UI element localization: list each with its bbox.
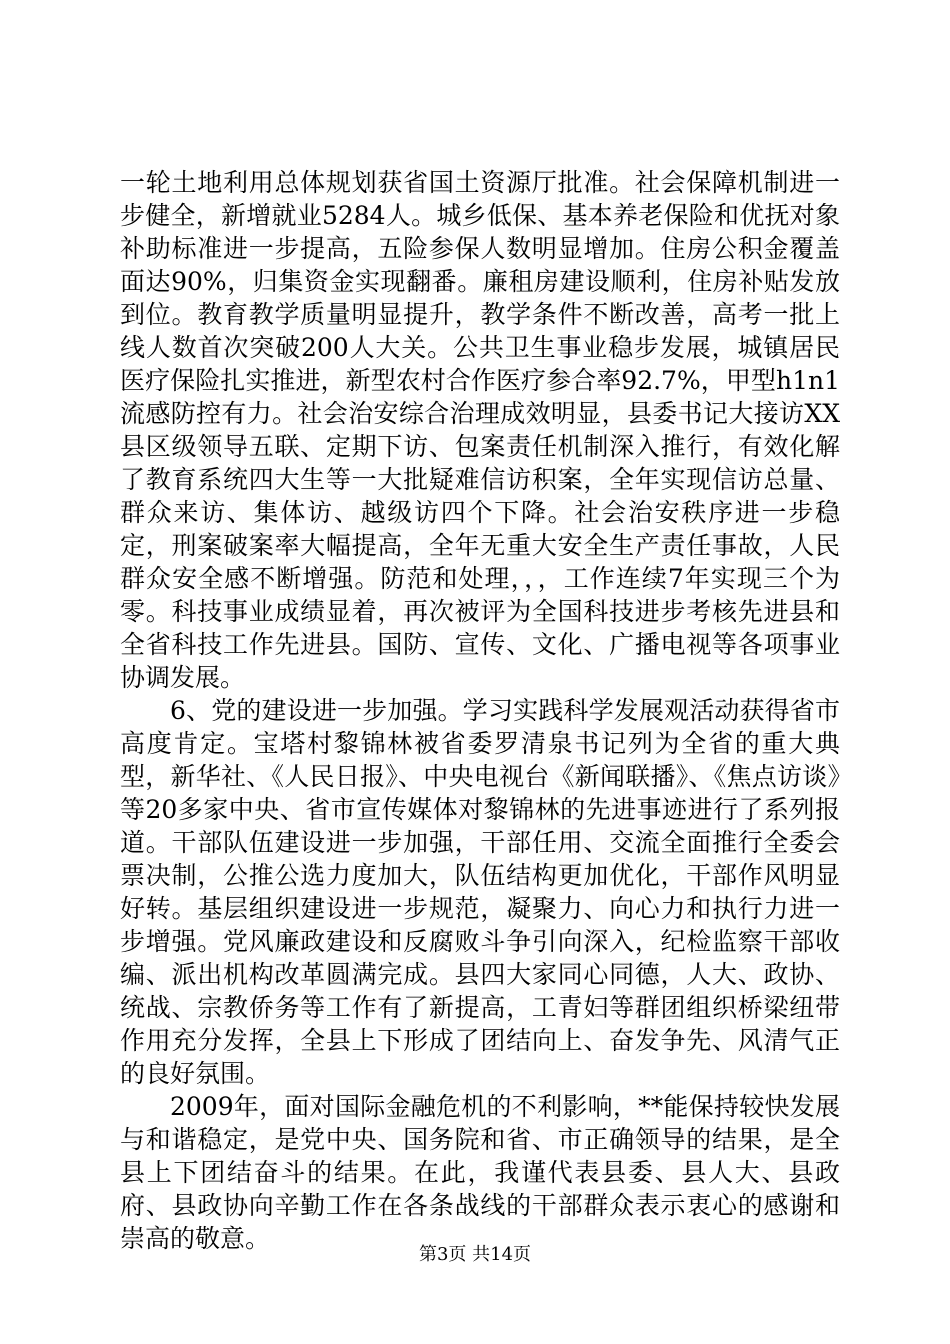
paragraph-3: 2009年，面对国际金融危机的不利影响，**能保持较快发展与和谐稳定，是党中央、国务院和省、市正确领导的结果，是全县上下团结奋斗的结果。在此，我谨代表县委、县人大、县政府、县政协向辛勤工作在各条战线的干部群众表示衷心的感谢和崇高的敬意。: [120, 1092, 840, 1253]
paragraph-1: 一轮土地利用总体规划获省国土资源厅批准。社会保障机制进一步健全，新增就业5284人。城乡低保、基本养老保险和优抚对象补助标准进一步提高，五险参保人数明显增加。住房公积金覆盖面达90%，归集资金实现翻番。廉租房建设顺利，住房补贴发放到位。教育教学质量明显提升，教学条件不断改善，高考一批上线人数首次突破200人大关。公共卫生事业稳步发展，城镇居民医疗保险扎实推进，新型农村合作医疗参合率92.7%，甲型h1n1流感防控有力。社会治安综合治理成效明显，县委书记大接访XX县区级领导五联、定期下访、包案责任机制深入推行，有效化解了教育系统四大生等一大批疑难信访积案，全年实现信访总量、群众来访、集体访、越级访四个下降。社会治安秩序进一步稳定，刑案破案率大幅提高，全年无重大安全生产责任事故，人民群众安全感不断增强。防范和处理，，，工作连续7年实现三个为零。科技事业成绩显着，再次被评为全国科技进步考核先进县和全省科技工作先进县。国防、宣传、文化、广播电视等各项事业协调发展。: [120, 168, 840, 692]
document-body: [120, 166, 840, 1255]
paragraph-2: 6、党的建设进一步加强。学习实践科学发展观活动获得省市高度肯定。宝塔村黎锦林被省委罗清泉书记列为全省的重大典型，新华社、《人民日报》、中央电视台《新闻联播》、《焦点访谈》等20多家中央、省市宣传媒体对黎锦林的先进事迹进行了系列报道。干部队伍建设进一步加强，干部任用、交流全面推行全委会票决制，公推公选力度加大，队伍结构更加优化，干部作风明显好转。基层组织建设进一步规范，凝聚力、向心力和执行力进一步增强。党风廉政建设和反腐败斗争引向深入，纪检监察干部收编、派出机构改革圆满完成。县四大家同心同德，人大、政协、统战、宗教侨务等工作有了新提高，工青妇等群团组织桥梁纽带作用充分发挥，全县上下形成了团结向上、奋发争先、风清气正的良好氛围。: [120, 696, 840, 1088]
page-footer: 第3页 共14页: [418, 1244, 532, 1265]
